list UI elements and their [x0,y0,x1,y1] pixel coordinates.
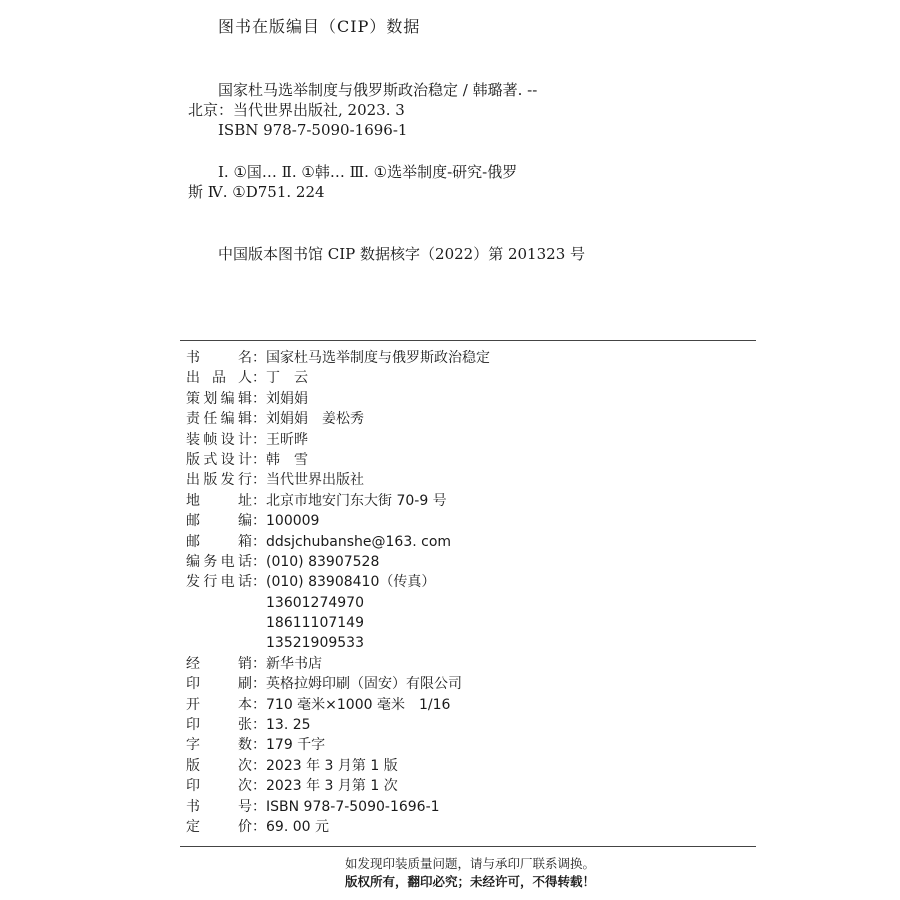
info-value: 刘娟娟 [266,390,308,407]
info-value: 100009 [266,513,320,530]
info-value: ISBN 978-7-5090-1696-1 [266,798,440,815]
info-value: 丁 云 [266,370,308,387]
info-value: ddsjchubanshe@163. com [266,533,452,550]
info-row [186,552,490,572]
info-label: 经 销： [186,655,266,672]
info-value: (010) 83907528 [266,553,380,570]
info-value: 当代世界出版社 [266,472,364,489]
info-row [186,470,490,490]
info-label: 策 划 编 辑： [186,390,266,407]
cip-entry-line: 北京：当代世界出版社, 2023. 3 [188,101,405,119]
info-row [186,511,490,531]
phone-number: 13521909533 [266,635,364,652]
info-label: 印 刷： [186,676,266,693]
info-label: 出 版 发 行： [186,472,266,489]
info-label: 版 次： [186,757,266,774]
info-row [186,654,490,674]
info-value: 韩 雪 [266,451,308,468]
info-label: 印 张： [186,717,266,734]
info-value: 69. 00 元 [266,818,329,835]
info-label: 书 号： [186,798,266,815]
info-label: 邮 箱： [186,533,266,550]
cip-entry-line: 国家杜马选举制度与俄罗斯政治稳定 / 韩璐著. -- [218,81,538,99]
divider-top [180,340,756,341]
info-label: 地 址： [186,492,266,509]
info-row [186,735,490,755]
info-row [186,389,490,409]
info-label: 编 务 电 话： [186,553,266,570]
info-value: 710 毫米×1000 毫米 1/16 [266,696,451,713]
info-row [186,695,490,715]
info-label: 开 本： [186,696,266,713]
info-row [186,368,490,388]
info-row [186,348,490,368]
info-row [186,409,490,429]
info-label: 印 次： [186,778,266,795]
info-row [186,674,490,694]
info-value: 国家杜马选举制度与俄罗斯政治稳定 [266,350,490,366]
info-row [186,797,490,817]
info-row [186,715,490,735]
cip-subject-line: 斯 Ⅳ. ①D751. 224 [188,183,325,201]
info-value: (010) 83908410（传真） [266,574,436,591]
info-value: 王昕晔 [266,431,308,448]
info-row [186,817,490,837]
info-row [186,450,490,470]
cip-subjects [188,162,517,202]
cip-entry-line: ISBN 978-7-5090-1696-1 [218,121,408,139]
footer-copyright: 版权所有，翻印必究；未经许可，不得转载！ [344,874,595,889]
info-label: 定 价： [186,818,266,835]
cip-verification: 中国版本图书馆 CIP 数据核字（2022）第 201323 号 [218,245,586,263]
info-value: 179 千字 [266,737,326,754]
info-row [186,532,490,552]
info-value: 2023 年 3 月第 1 版 [266,757,398,774]
info-label: 装 帧 设 计： [186,431,266,448]
cip-subject-line: Ⅰ. ①国… Ⅱ. ①韩… Ⅲ. ①选举制度-研究-俄罗 [218,163,518,181]
info-label: 邮 编： [186,513,266,530]
info-row [186,572,490,592]
info-row [186,756,490,776]
info-value: 英格拉姆印刷（固安）有限公司 [266,676,462,693]
phone-number: 13601274970 [266,594,364,611]
publication-info [186,348,490,837]
info-row [186,491,490,511]
info-row [186,430,490,450]
footer-quality-note: 如发现印装质量问题，请与承印厂联系调换。 [344,856,595,871]
info-row [186,776,490,796]
cip-heading: 图书在版编目（CIP）数据 [218,17,421,36]
info-value: 2023 年 3 月第 1 次 [266,778,398,795]
info-label: 出 品 人： [186,370,266,387]
info-value: 新华书店 [266,655,322,672]
info-value: 刘娟娟 姜松秀 [266,411,364,428]
info-label: 书 名： [186,350,266,366]
info-label: 发 行 电 话： [186,574,266,591]
info-label: 责 任 编 辑： [186,411,266,428]
divider-bottom [180,846,756,847]
cip-entry [188,80,537,140]
info-value: 13. 25 [266,717,311,734]
info-label: 字 数： [186,737,266,754]
phone-number: 18611107149 [266,615,364,632]
info-label: 版 式 设 计： [186,451,266,468]
info-value: 北京市地安门东大街 70-9 号 [266,492,447,509]
